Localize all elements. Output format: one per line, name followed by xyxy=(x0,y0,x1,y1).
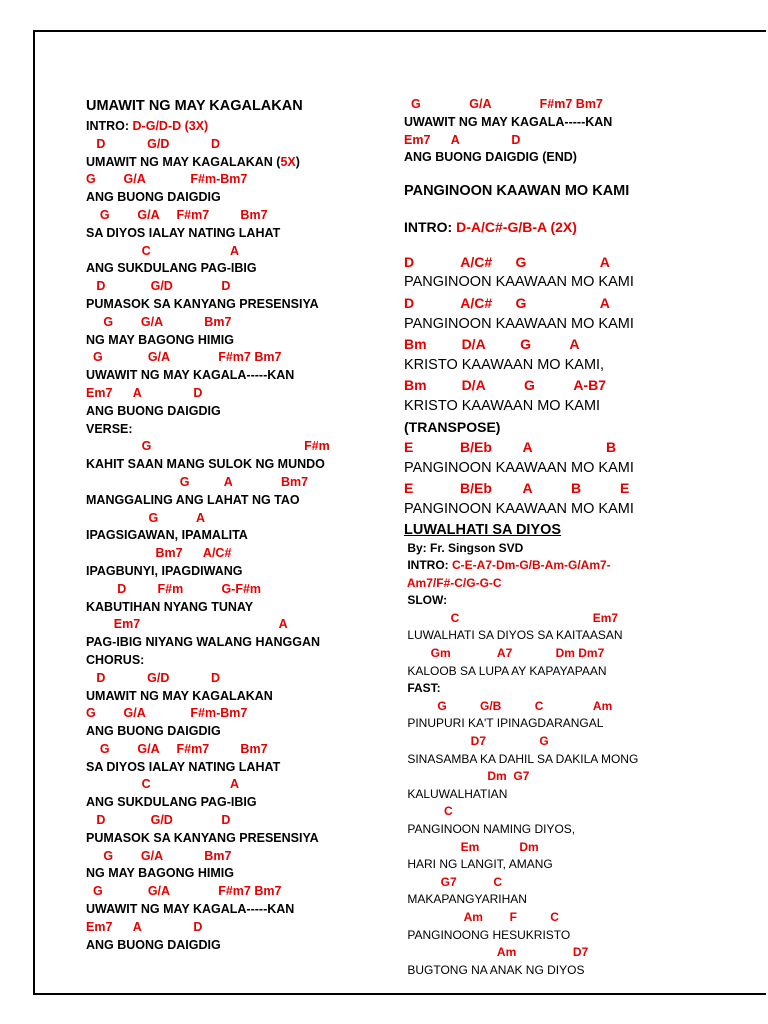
lyric-line: LUWALHATI SA DIYOS SA KAITAASAN xyxy=(404,628,623,643)
lyric-line: PANGINOON KAAWAAN MO KAMI xyxy=(404,459,634,476)
chord-line: G G/A F#m7 Bm7 xyxy=(86,207,268,222)
lyric-line: KALUWALHATIAN xyxy=(404,786,508,801)
chord-line: D G/D D xyxy=(86,136,221,151)
chord-line: G G/A F#m7 Bm7 xyxy=(86,884,282,899)
chord-line: Gm A7 Dm Dm7 xyxy=(404,646,605,661)
chord-text: C-E-A7-Dm-G/B-Am-G/Am7- xyxy=(452,558,611,573)
chord-line: Bm7 A/C# xyxy=(86,546,232,561)
lyric-line: UWAWIT NG MAY KAGALA-----KAN xyxy=(86,902,295,917)
lyric-line: SLOW: xyxy=(404,593,448,608)
chord-line: D A/C# G A xyxy=(404,253,610,270)
chord-line: G G/B C Am xyxy=(404,698,613,713)
lyric-line: VERSE: xyxy=(86,421,133,436)
chord-line: D7 G xyxy=(404,734,549,749)
lyric-line: FAST: xyxy=(404,681,441,696)
chord-line: Bm D/A G A-B7 xyxy=(404,377,606,394)
lyric-line: KRISTO KAAWAAN MO KAMI, xyxy=(404,356,605,373)
lyric-line: IPAGSIGAWAN, IPAMALITA xyxy=(86,528,248,543)
lyric-line: PANGINOON NAMING DIYOS, xyxy=(404,822,576,836)
chord-line: G F#m xyxy=(86,439,330,454)
chord-line: D A/C# G A xyxy=(404,294,610,311)
chord-line: G G/A Bm7 xyxy=(86,848,232,863)
label-text: UMAWIT NG MAY KAGALAKAN ( xyxy=(86,154,281,169)
chord-line: G G/A F#m7 Bm7 xyxy=(86,350,282,365)
chord-line: C Em7 xyxy=(404,610,619,625)
chord-line: D G/D D xyxy=(86,279,231,294)
lyric-line xyxy=(404,203,734,217)
label-text: INTRO: xyxy=(404,558,452,573)
lyric-line xyxy=(86,154,386,172)
chord-text: D-G/D-D (3X) xyxy=(132,119,209,133)
chord-line: D G/D D xyxy=(86,813,231,828)
chord-line: G A Bm7 xyxy=(86,474,309,489)
lyric-line: By: Fr. Singson SVD xyxy=(404,540,524,555)
chord-line: E B/Eb A B E xyxy=(404,480,630,497)
lyric-line: UWAWIT NG MAY KAGALA-----KAN xyxy=(86,368,295,383)
lyric-line: ANG BUONG DAIGDIG xyxy=(86,937,221,952)
lyric-line: KRISTO KAAWAAN MO KAMI xyxy=(404,397,601,414)
lyric-line xyxy=(404,238,734,252)
lyric-line: ANG SUKDULANG PAG-IBIG xyxy=(86,795,257,810)
lyric-line: NG MAY BAGONG HIMIG xyxy=(86,332,234,347)
chord-text: D-A/C#-G/B-A (2X) xyxy=(456,219,577,236)
lyric-line: NG MAY BAGONG HIMIG xyxy=(86,866,234,881)
chord-line: Am7/F#-C/G-G-C xyxy=(404,575,502,590)
song-title: UMAWIT NG MAY KAGALAKAN xyxy=(86,98,303,114)
lyric-line: HARI NG LANGIT, AMANG xyxy=(404,857,553,872)
lyric-line: PINUPURI KA'T IPINAGDARANGAL xyxy=(404,716,604,731)
chord-line: G G/A F#m7 Bm7 xyxy=(86,741,268,756)
lyric-line: ANG BUONG DAIGDIG xyxy=(86,190,221,205)
lyric-line: PUMASOK SA KANYANG PRESENSIYA xyxy=(86,296,319,311)
lyric-line: PUMASOK SA KANYANG PRESENSIYA xyxy=(86,830,319,845)
chord-line: Em7 A D xyxy=(404,132,521,147)
chord-line: D F#m G-F#m xyxy=(86,581,262,596)
lyric-line: MANGGALING ANG LAHAT NG TAO xyxy=(86,492,300,507)
lyric-line: SINASAMBA KA DAHIL SA DAKILA MONG xyxy=(404,751,639,766)
song-title: PANGINOON KAAWAN MO KAMI xyxy=(404,183,630,200)
chord-line: Em Dm xyxy=(404,839,539,854)
chord-line: Am F C xyxy=(404,909,559,924)
chord-line: E B/Eb A B xyxy=(404,439,617,456)
chord-line: G G/A F#m-Bm7 xyxy=(86,706,248,721)
chord-line: G G/A Bm7 xyxy=(86,314,232,329)
label-text: INTRO: xyxy=(404,219,457,236)
lyric-line: ANG BUONG DAIGDIG xyxy=(86,403,221,418)
chord-line: C xyxy=(404,804,453,819)
lyric-line: ANG BUONG DAIGDIG xyxy=(86,724,221,739)
lyric-line: ANG BUONG DAIGDIG (END) xyxy=(404,150,577,165)
lyric-line: SA DIYOS IALAY NATING LAHAT xyxy=(86,759,281,774)
chord-line: C A xyxy=(86,243,240,258)
lyric-line: BUGTONG NA ANAK NG DIYOS xyxy=(404,962,585,977)
lyric-line xyxy=(404,557,734,575)
lyric-line xyxy=(86,118,386,136)
chord-line: Em7 A xyxy=(86,617,288,632)
lyric-line: PAG-IBIG NIYANG WALANG HANGGAN xyxy=(86,635,321,650)
lyric-line: UWAWIT NG MAY KAGALA-----KAN xyxy=(404,114,613,129)
song-column-right xyxy=(404,96,734,979)
lyric-line: MAKAPANGYARIHAN xyxy=(404,892,527,907)
lyric-line: PANGINOON KAAWAAN MO KAMI xyxy=(404,274,634,291)
chord-line: G G/A F#m-Bm7 xyxy=(86,172,248,187)
lyric-line: IPAGBUNYI, IPAGDIWANG xyxy=(86,563,243,578)
lyric-line: ANG SUKDULANG PAG-IBIG xyxy=(86,261,257,276)
lyric-line: KAHIT SAAN MANG SULOK NG MUNDO xyxy=(86,457,325,472)
lyric-line xyxy=(404,167,734,181)
chord-line: C A xyxy=(86,777,240,792)
lyric-line: UMAWIT NG MAY KAGALAKAN xyxy=(86,688,273,703)
chord-line: G G/A F#m7 Bm7 xyxy=(404,97,603,111)
chord-line: Bm D/A G A xyxy=(404,336,580,353)
lyric-line: PANGINOON KAAWAAN MO KAMI xyxy=(404,315,634,332)
lyric-line xyxy=(404,217,734,238)
song-title: LUWALHATI SA DIYOS xyxy=(404,521,562,538)
chord-line: D G/D D xyxy=(86,670,221,685)
chord-line: G7 C xyxy=(404,874,503,889)
lyric-line: PANGINOON KAAWAAN MO KAMI xyxy=(404,500,634,517)
lyric-line: KALOOB SA LUPA AY KAPAYAPAAN xyxy=(404,663,607,678)
label-text: ) xyxy=(295,154,300,169)
chord-line: Am D7 xyxy=(404,945,589,960)
chord-line: G A xyxy=(86,510,206,525)
chord-line: Em7 A D xyxy=(86,919,203,934)
lyric-line: KABUTIHAN NYANG TUNAY xyxy=(86,599,254,614)
lyric-line: PANGINOONG HESUKRISTO xyxy=(404,927,571,942)
lyric-line: CHORUS: xyxy=(86,652,145,667)
label-text: INTRO: xyxy=(86,119,133,133)
lyric-line: (TRANSPOSE) xyxy=(404,418,501,435)
chord-line: Dm G7 xyxy=(404,769,530,784)
lyric-line: SA DIYOS IALAY NATING LAHAT xyxy=(86,225,281,240)
chord-line: Em7 A D xyxy=(86,385,203,400)
chord-text: 5X xyxy=(280,154,296,169)
song-column-left xyxy=(86,96,386,954)
